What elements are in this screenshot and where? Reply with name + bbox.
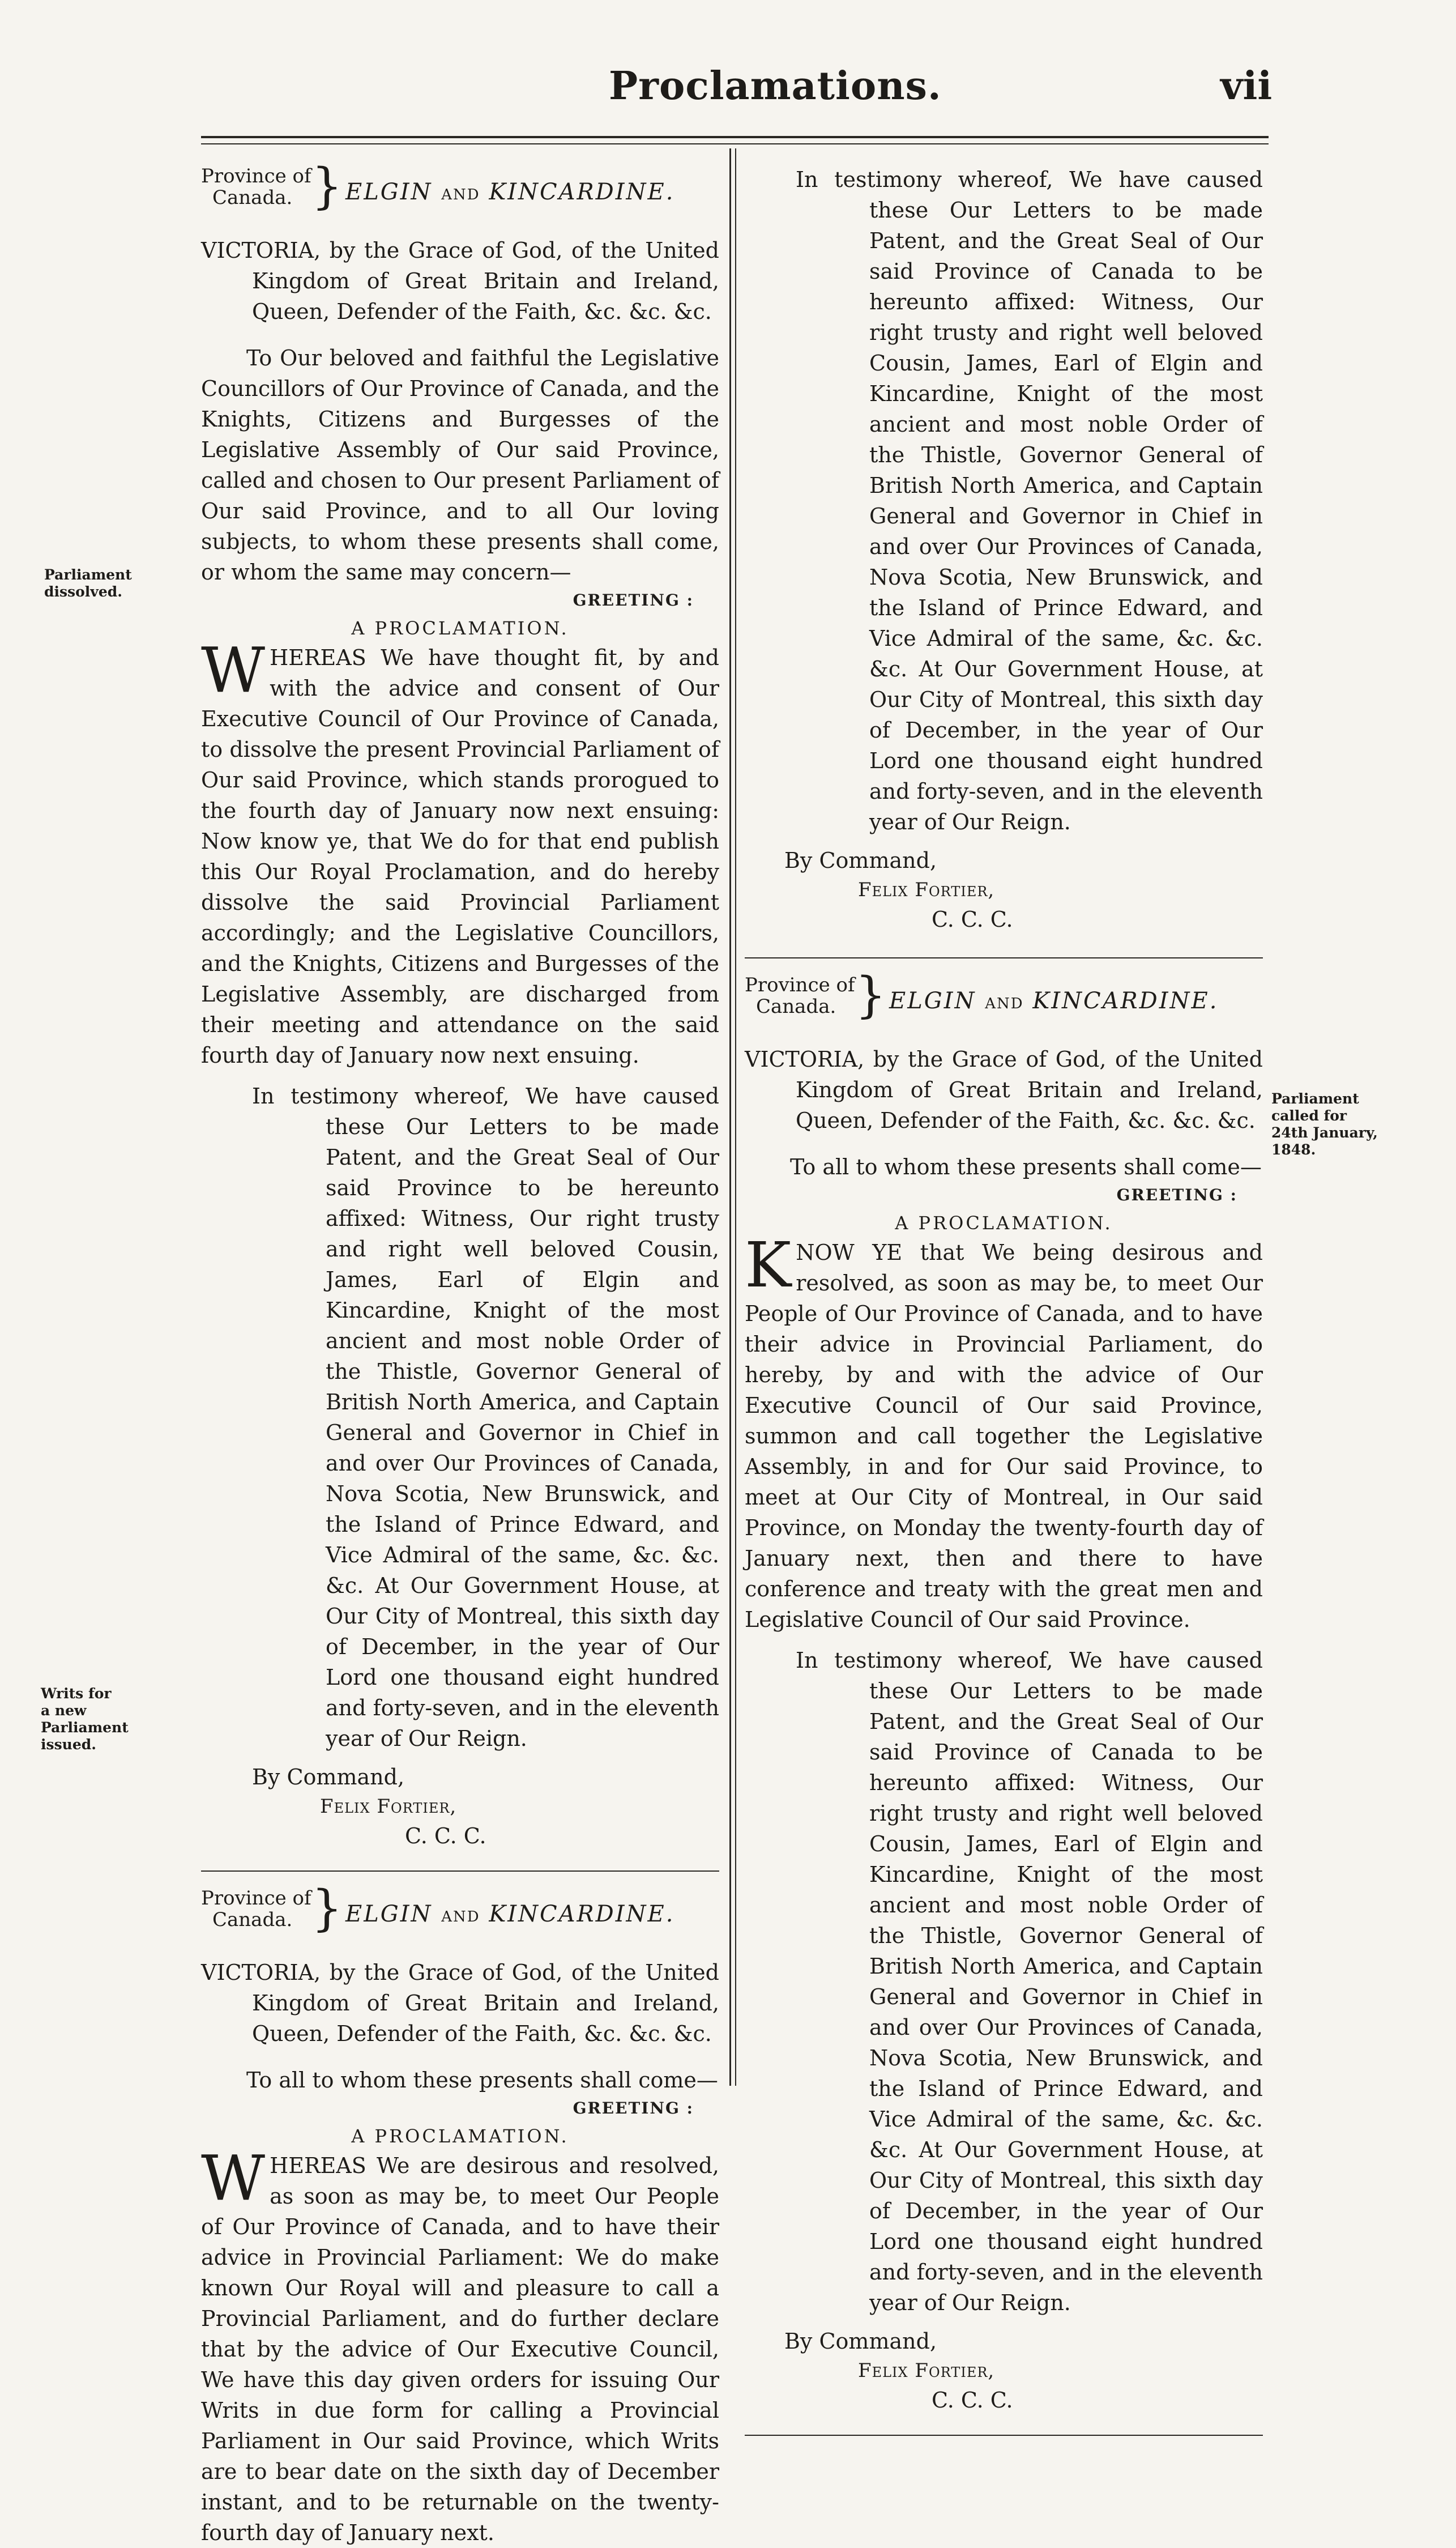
proclamation-title: A PROCLAMATION. (895, 1212, 1113, 1234)
victoria-title: VICTORIA, by the Grace of God, of the United Kingdom of Great Britain and Ireland, Queen, Defender of the Faith, &c. &c. &c. (201, 1960, 719, 2046)
province-heading (745, 967, 1263, 1038)
signer-name: Felix Fortier, (858, 2359, 995, 2382)
section-divider (745, 2435, 1263, 2436)
proclamation-body: WHEREAS We are desirous and resolved, as soon as may be, to meet Our People of Our Province of Canada, and to have their advice in Provincial Parliament: We do make known Our Royal will and pleasure to call a Provincial Parliament, and do further declare that by the advice of Our Executive Council, We have this day given orders for issuing Our Writs in due form for calling a Provincial Parliament in Our said Province, which Writs are to bear date on the sixth day of December instant, and to be returnable on the twenty-fourth day of January next. (201, 2142, 719, 2545)
address-text: To Our beloved and faithful the Legislative Councillors of Our Province of Canada, and the Knights, Citizens and Burgesses of the Legislative Assembly of Our said Province, called and chosen to Our present Parliament of Our said Province, and to all Our loving subjects, to whom these presents shall come, or whom the same may concern— (201, 346, 719, 585)
greeting: GREETING : (573, 591, 694, 610)
province-label: Province of Canada. (201, 1887, 311, 1931)
margin-note-parliament-dissolved: Parliament dissolved. (44, 566, 132, 600)
page-number: vii (1220, 63, 1273, 109)
margin-note-parliament-called: Parliament called for 24th January, 1848. (1271, 1090, 1378, 1158)
column-divider (729, 148, 731, 2086)
victoria-title: VICTORIA, by the Grace of God, of the United Kingdom of Great Britain and Ireland, Queen, Defender of the Faith, &c. &c. &c. (745, 1047, 1263, 1133)
greeting: GREETING : (1116, 1186, 1237, 1204)
signer-name: Felix Fortier, (320, 1795, 457, 1818)
signer-title: C. C. C. (932, 907, 1013, 932)
proclamation-title: A PROCLAMATION. (351, 2125, 569, 2147)
signer-title: C. C. C. (932, 2388, 1013, 2413)
testimony-text: In testimony whereof, We have caused these Our Letters to be made Patent, and the Great Seal of Our said Province of Canada to be hereunto affixed: Witness, Our right trusty and right well beloved Cousin, James, Earl of Elgin and Kincardine, Knight of the most ancient and most noble Order of the Thistle, Governor General of British North America, and Captain General and Governor in Chief in and over Our Provinces of Canada, Nova Scotia, New Brunswick, and the Island of Prince Edward, and Vice Admiral of the same, &c. &c. &c. At Our Government House, at Our City of Montreal, this sixth day of December, in the year of Our Lord one thousand eight hundred and forty-seven, and in the eleventh year of Our Reign. (796, 167, 1263, 834)
section-divider (201, 1870, 719, 1872)
signer-name: Felix Fortier, (858, 879, 995, 901)
signer-title: C. C. C. (405, 1823, 486, 1848)
address-text: To all to whom these presents shall come— (790, 1154, 1262, 1179)
brace-symbol: } (855, 967, 886, 1024)
proclamation-body: KNOW YE that We being desirous and resolved, as soon as may be, to meet Our People of Our Province of Canada, and to have their advice in Provincial Parliament, do hereby, by and with the advice of Our Executive Council of Our said Province, summon and call together the Legislative Assembly, in and for Our said Province, to meet at Our City of Montreal, in Our said Province, on Monday the twenty-fourth day of January next, then and there to have conference and treaty with the great men and Legislative Council of Our said Province. (745, 1229, 1263, 1632)
elgin-kincardine-heading: ELGIN AND KINCARDINE. (345, 1901, 675, 1927)
section-divider (745, 957, 1263, 958)
header-rule-bottom (201, 143, 1269, 144)
drop-cap: W (201, 634, 266, 706)
page-title: Proclamations. (609, 63, 942, 109)
brace-symbol: } (311, 1880, 343, 1937)
elgin-kincardine-heading: ELGIN AND KINCARDINE. (345, 179, 675, 205)
greeting: GREETING : (573, 2099, 694, 2117)
elgin-kincardine-heading: ELGIN AND KINCARDINE. (889, 988, 1219, 1014)
proclamation-body: WHEREAS We have thought fit, by and with the advice and consent of Our Executive Council of Our Province of Canada, to dissolve the present Provincial Parliament of Our said Province, which stands prorogued to the fourth day of January now next ensuing: Now know ye, that We do for that end publish this Our Royal Proclamation, and do hereby dissolve the said Provincial Parliament accordingly; and the Legislative Councillors, and the Knights, Citizens and Burgesses of the Legislative Assembly, are discharged from their meeting and attendance on the said fourth day of January now next ensuing. (201, 634, 719, 1068)
province-heading (201, 158, 719, 229)
victoria-title: VICTORIA, by the Grace of God, of the United Kingdom of Great Britain and Ireland, Queen, Defender of the Faith, &c. &c. &c. (201, 238, 719, 324)
by-command: By Command, (784, 2329, 937, 2354)
right-column (745, 164, 1263, 2436)
province-label: Province of Canada. (745, 974, 855, 1018)
province-heading (201, 1880, 719, 1952)
province-label: Province of Canada. (201, 165, 311, 209)
drop-cap: W (201, 2142, 266, 2214)
brace-symbol: } (311, 158, 343, 215)
left-column (201, 158, 719, 2548)
column-divider-second (735, 148, 736, 2086)
proclamation-title: A PROCLAMATION. (351, 617, 569, 639)
testimony-text: In testimony whereof, We have caused these Our Letters to be made Patent, and the Great Seal of Our said Province of Canada to be hereunto affixed: Witness, Our right trusty and right well beloved Cousin, James, Earl of Elgin and Kincardine, Knight of the most ancient and most noble Order of the Thistle, Governor General of British North America, and Captain General and Governor in Chief in and over Our Provinces of Canada, Nova Scotia, New Brunswick, and the Island of Prince Edward, and Vice Admiral of the same, &c. &c. &c. At Our Government House, at Our City of Montreal, this sixth day of December, in the year of Our Lord one thousand eight hundred and forty-seven, and in the eleventh year of Our Reign. (796, 1648, 1263, 2315)
by-command: By Command, (252, 1765, 405, 1789)
by-command: By Command, (784, 848, 937, 873)
testimony-text: In testimony whereof, We have caused these Our Letters to be made Patent, and the Great Seal of Our said Province to be hereunto affixed: Witness, Our right trusty and right well beloved Cousin, James, Earl of Elgin and Kincardine, Knight of the most ancient and most noble Order of the Thistle, Governor General of British North America, and Captain General and Governor in Chief in and over Our Provinces of Canada, Nova Scotia, New Brunswick, and the Island of Prince Edward, and Vice Admiral of the same, &c. &c. &c. At Our Government House, at Our City of Montreal, this sixth day of December, in the year of Our Lord one thousand eight hundred and forty-seven, and in the eleventh year of Our Reign. (252, 1084, 719, 1751)
drop-cap: K (745, 1229, 792, 1301)
address-text: To all to whom these presents shall come— (246, 2068, 718, 2093)
margin-note-writs-issued: Writs for a new Parliament issued. (41, 1685, 129, 1753)
header-rule-top (201, 136, 1269, 138)
